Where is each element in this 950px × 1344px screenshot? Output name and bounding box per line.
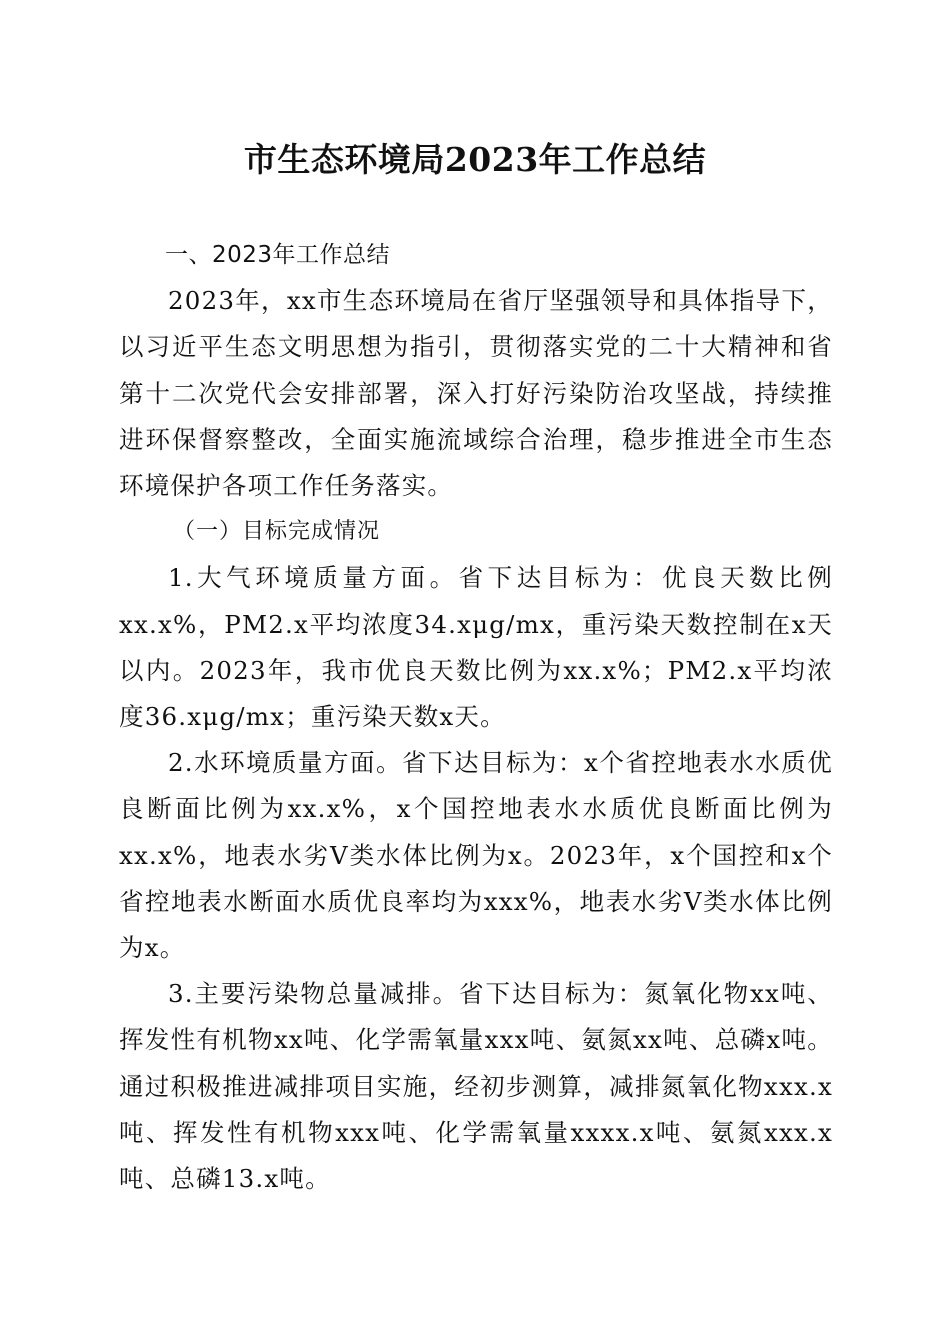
subsection-heading: （一）目标完成情况 <box>173 519 381 545</box>
document-body <box>119 232 833 1202</box>
document-title: 市生态环境局2023年工作总结 <box>243 140 707 179</box>
emission-reduction-paragraph: 3.主要污染物总量减排。省下达目标为：氮氧化物xx吨、挥发性有机物xx吨、化学需氧量xxx吨、氨氮xx吨、总磷x吨。通过积极推进减排项目实施，经初步测算，减排氮氧化物xxx.x吨、挥发性有机物xxx吨、化学需氧量xxxx.x吨、氨氮xxx.x吨、总磷13.x吨。 <box>119 979 833 1194</box>
intro-paragraph: 2023年，xx市生态环境局在省厅坚强领导和具体指导下，以习近平生态文明思想为指引，贯彻落实党的二十大精神和省第十二次党代会安排部署，深入打好污染防治攻坚战，持续推进环保督察整改，全面实施流域综合治理，稳步推进全市生态环境保护各项工作任务落实。 <box>119 286 833 501</box>
air-quality-paragraph: 1.大气环境质量方面。省下达目标为：优良天数比例xx.x%，PM2.x平均浓度34.xμg/mx，重污染天数控制在x天以内。2023年，我市优良天数比例为xx.x%；PM2.x平均浓度36.xμg/mx；重污染天数x天。 <box>119 563 833 732</box>
water-quality-paragraph: 2.水环境质量方面。省下达目标为：x个省控地表水水质优良断面比例为xx.x%，x个国控地表水水质优良断面比例为xx.x%，地表水劣Ⅴ类水体比例为x。2023年，x个国控和x个省控地表水断面水质优良率均为xxx%，地表水劣Ⅴ类水体比例为x。 <box>119 748 833 963</box>
section-heading: 一、2023年工作总结 <box>165 242 391 268</box>
